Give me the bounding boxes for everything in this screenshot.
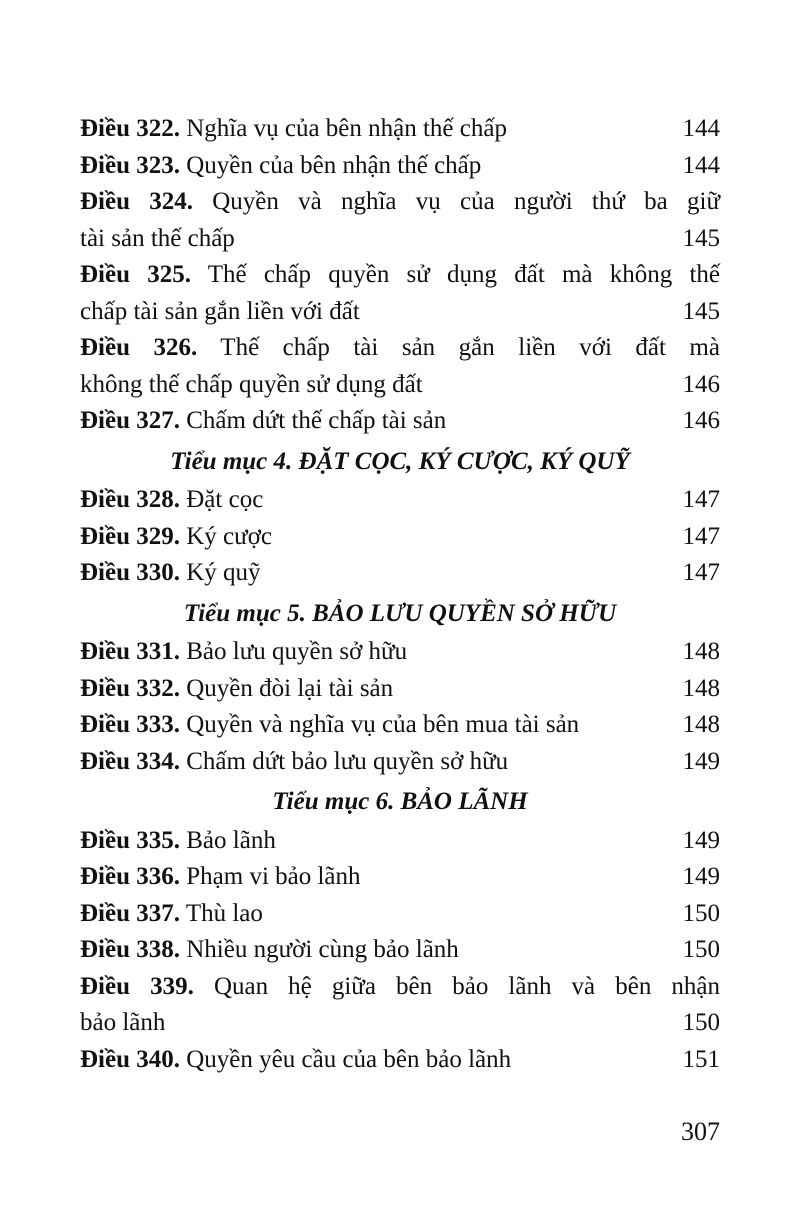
article-number: Điều 322. xyxy=(80,115,180,142)
toc-entry xyxy=(80,519,720,556)
article-number: Điều 334. xyxy=(80,747,180,775)
article-number: Điều 332. xyxy=(80,674,180,702)
article-number: Điều 329. xyxy=(80,522,180,550)
toc-page-number: 151 xyxy=(682,1045,720,1073)
toc-entry xyxy=(80,1042,720,1079)
toc-entry xyxy=(80,896,720,933)
toc-entry xyxy=(80,932,720,969)
article-number: Điều 323. xyxy=(80,151,180,179)
toc-page-number: 150 xyxy=(682,936,720,963)
article-number: Điều 338. xyxy=(80,936,180,963)
toc-entry xyxy=(80,257,720,330)
article-title: Quan hệ giữa bên bảo lãnh và bên nhận xyxy=(213,972,720,1000)
article-title: chấp tài sản gắn liền với đất xyxy=(80,297,360,325)
article-title: tài sản thế chấp xyxy=(80,224,235,252)
article-title: Chấm dứt bảo lưu quyền sở hữu xyxy=(186,747,509,775)
article-number: Điều 330. xyxy=(80,559,180,586)
article-title: Quyền và nghĩa vụ của người thứ ba giữ xyxy=(212,188,720,215)
article-number: Điều 327. xyxy=(80,407,180,434)
article-title: Nhiều người cùng bảo lãnh xyxy=(186,936,459,963)
toc-entry xyxy=(80,482,720,519)
toc-page-number: 149 xyxy=(682,863,720,890)
toc-page-number: 150 xyxy=(682,899,720,927)
toc-page-number: 145 xyxy=(682,224,720,252)
toc-entry xyxy=(80,634,720,671)
toc-entry xyxy=(80,330,720,403)
toc-entry xyxy=(80,671,720,708)
toc-page-number: 148 xyxy=(682,638,720,665)
article-title: Bảo lưu quyền sở hữu xyxy=(186,638,408,665)
article-number: Điều 337. xyxy=(80,899,180,927)
page-number: 307 xyxy=(681,1117,720,1146)
article-title: Ký cược xyxy=(186,522,273,550)
article-number: Điều 328. xyxy=(80,486,180,513)
article-number: Điều 325. xyxy=(80,261,191,288)
article-number: Điều 340. xyxy=(80,1045,180,1073)
toc-entry xyxy=(80,969,720,1042)
toc-page-number: 145 xyxy=(682,297,720,325)
toc-entry xyxy=(80,403,720,440)
section-heading: Tiểu mục 6. BẢO LÃNH xyxy=(272,788,528,815)
toc-entry xyxy=(80,823,720,860)
toc-page-number: 148 xyxy=(682,711,720,738)
article-number: Điều 324. xyxy=(80,188,193,215)
toc-entry xyxy=(80,744,720,781)
article-title: Quyền của bên nhận thế chấp xyxy=(186,151,482,179)
article-number: Điều 326. xyxy=(80,334,198,361)
table-of-contents xyxy=(80,111,720,1078)
article-title: Phạm vi bảo lãnh xyxy=(186,863,361,890)
article-title: bảo lãnh xyxy=(80,1009,166,1036)
article-title: Thù lao xyxy=(185,899,263,927)
toc-page-number: 149 xyxy=(682,826,720,854)
article-number: Điều 333. xyxy=(80,711,180,738)
toc-page-number: 147 xyxy=(682,522,720,550)
toc-entry xyxy=(80,148,720,185)
article-title: Đặt cọc xyxy=(186,486,264,513)
toc-page-number: 146 xyxy=(682,370,720,398)
toc-entry xyxy=(80,859,720,896)
toc-page-number: 150 xyxy=(682,1009,720,1036)
article-title: Thế chấp quyền sử dụng đất mà không thế xyxy=(207,261,720,288)
article-title: Quyền đòi lại tài sản xyxy=(186,674,394,702)
article-title: Nghĩa vụ của bên nhận thế chấp xyxy=(186,115,507,142)
toc-entry xyxy=(80,555,720,592)
article-title: Chấm dứt thế chấp tài sản xyxy=(186,407,447,434)
article-title: Thế chấp tài sản gắn liền với đất mà xyxy=(220,334,720,361)
section-heading: Tiểu mục 5. BẢO LƯU QUYỀN SỞ HỮU xyxy=(183,599,617,627)
toc-page-number: 147 xyxy=(682,559,720,586)
toc-entry xyxy=(80,184,720,257)
article-number: Điều 339. xyxy=(80,972,194,1000)
toc-page-number: 144 xyxy=(682,151,720,179)
article-title: Quyền và nghĩa vụ của bên mua tài sản xyxy=(186,711,580,738)
article-title: Bảo lãnh xyxy=(186,826,276,854)
article-title: Quyền yêu cầu của bên bảo lãnh xyxy=(186,1045,512,1073)
toc-entry-line xyxy=(80,184,720,221)
section-heading: Tiểu mục 4. ĐẶT CỌC, KÝ CƯỢC, KÝ QUỸ xyxy=(170,447,630,475)
toc-entry xyxy=(80,111,720,148)
toc-entry-line xyxy=(80,257,720,294)
article-title: không thế chấp quyền sử dụng đất xyxy=(80,370,423,398)
article-number: Điều 335. xyxy=(80,826,180,854)
article-number: Điều 336. xyxy=(80,863,180,890)
article-number: Điều 331. xyxy=(80,638,180,665)
toc-page-number: 144 xyxy=(682,115,720,142)
toc-entry xyxy=(80,707,720,744)
toc-entry-line xyxy=(80,969,720,1006)
toc-page-number: 149 xyxy=(682,747,720,775)
toc-page-number: 146 xyxy=(682,407,720,434)
article-title: Ký quỹ xyxy=(186,559,261,586)
toc-entry-line xyxy=(80,330,720,367)
toc-page-number: 147 xyxy=(682,486,720,513)
toc-page-number: 148 xyxy=(682,674,720,702)
